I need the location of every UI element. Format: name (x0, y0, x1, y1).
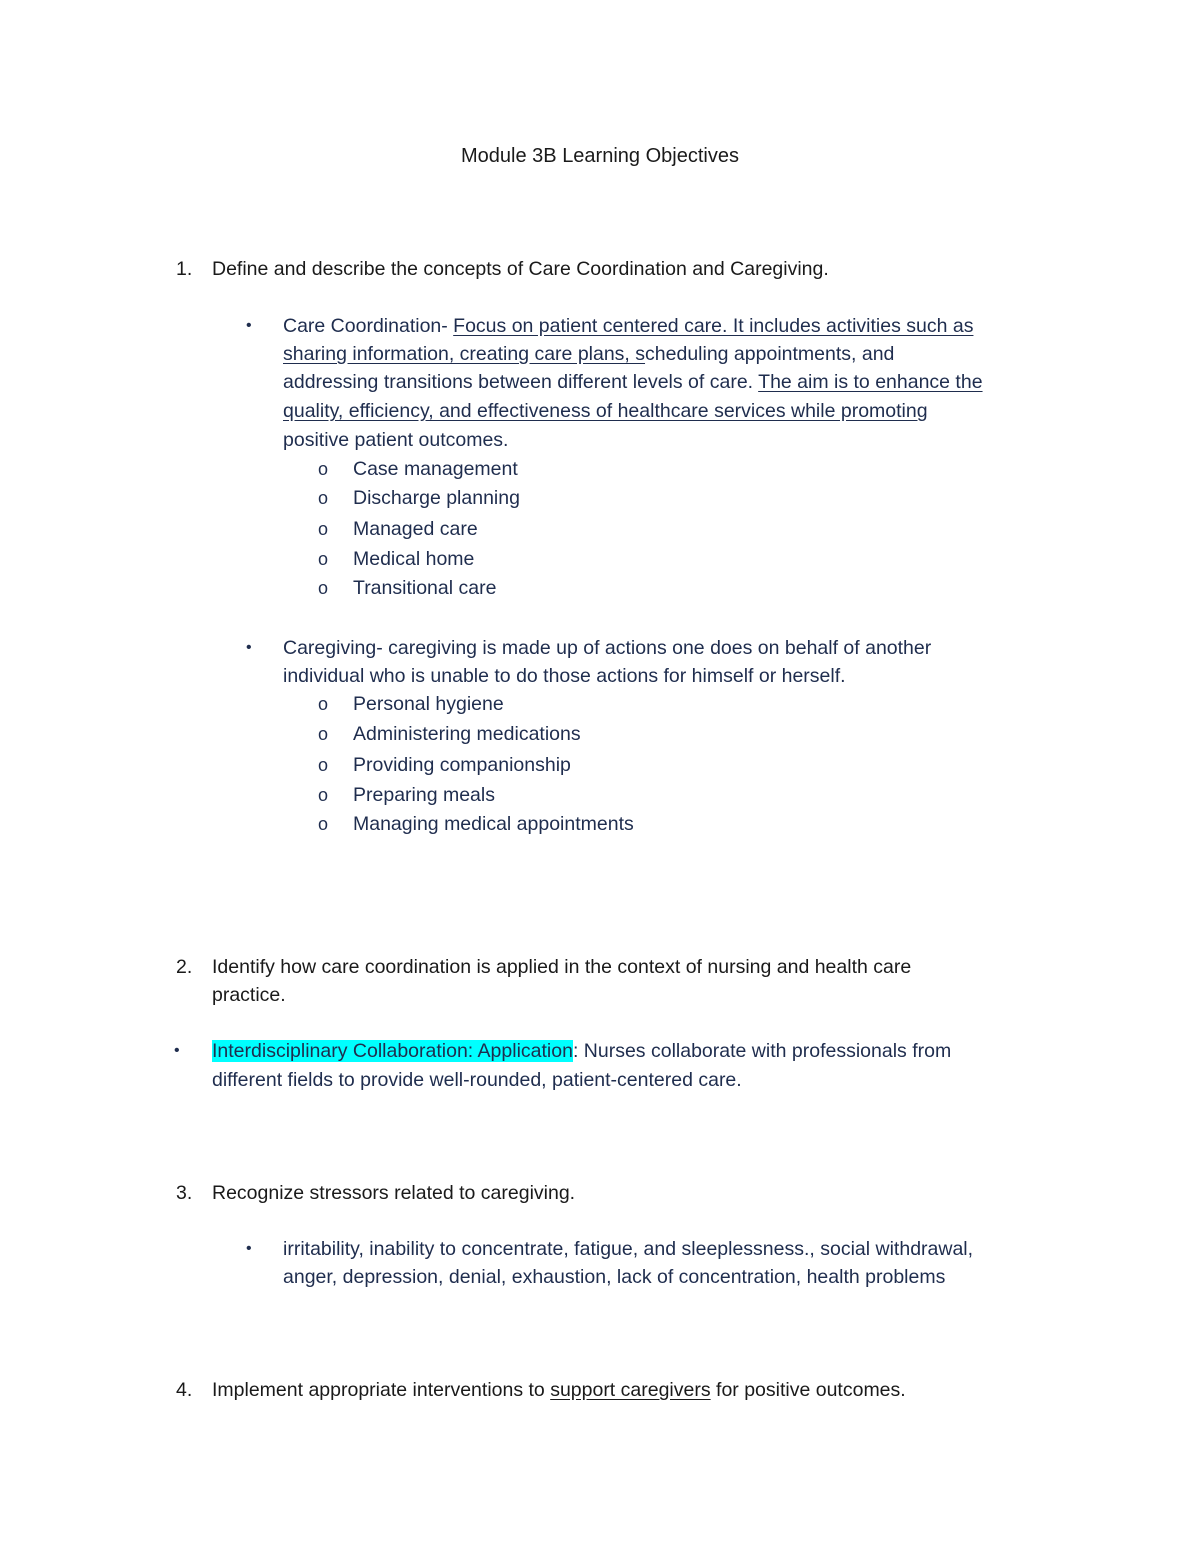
list-item: Providing companionship (353, 754, 571, 776)
circle-bullet-icon: o (318, 519, 329, 539)
circle-bullet-icon: o (318, 724, 329, 744)
care-coordination-underline-3: The aim is to enhance the (758, 371, 983, 393)
section-1-number: 1. (176, 258, 193, 280)
circle-bullet-icon: o (318, 814, 329, 834)
care-coordination-underline-1: Focus on patient centered care. It includes activities such as (453, 315, 974, 337)
care-coordination-line-5: positive patient outcomes. (283, 429, 509, 451)
section-4-underlined: support caregivers (550, 1379, 711, 1401)
caregiving-line-2: individual who is unable to do those actions for himself or herself. (283, 665, 846, 687)
care-coordination-line-1 (283, 312, 973, 340)
care-coordination-plain-3: addressing transitions between different levels of care. (283, 371, 759, 393)
section-2-heading-line-2: practice. (212, 984, 286, 1006)
circle-bullet-icon: o (318, 488, 329, 508)
care-coordination-line-2 (283, 340, 894, 368)
section-2-heading-line-1: Identify how care coordination is applied in the context of nursing and health care (212, 956, 912, 978)
circle-bullet-icon: o (318, 785, 329, 805)
stressors-line-2: anger, depression, denial, exhaustion, lack of concentration, health problems (283, 1266, 946, 1288)
care-coordination-line-4: quality, efficiency, and effectiveness of healthcare services while promoting (283, 400, 928, 422)
stressors-line-1: irritability, inability to concentrate, fatigue, and sleeplessness., social withdrawal, (283, 1238, 974, 1260)
list-item: Personal hygiene (353, 693, 504, 715)
section-4-pre: Implement appropriate interventions to (212, 1379, 551, 1401)
page-title: Module 3B Learning Objectives (461, 145, 739, 167)
bullet-icon: • (246, 1240, 252, 1257)
list-item: Discharge planning (353, 487, 520, 509)
list-item: Administering medications (353, 723, 581, 745)
section-2-number: 2. (176, 956, 193, 978)
list-item: Managed care (353, 518, 478, 540)
bullet-icon: • (246, 639, 252, 656)
care-coordination-lead: Care Coordination- (283, 315, 454, 337)
circle-bullet-icon: o (318, 549, 329, 569)
care-coordination-plain-2: cheduling appointments, and (645, 343, 895, 365)
bullet-icon: • (246, 317, 252, 334)
section-3-number: 3. (176, 1182, 193, 1204)
list-item: Medical home (353, 548, 475, 570)
caregiving-line-1: Caregiving- caregiving is made up of actions one does on behalf of another (283, 637, 932, 659)
section-3-heading: Recognize stressors related to caregiving. (212, 1182, 576, 1204)
list-item: Managing medical appointments (353, 813, 634, 835)
section-1-heading: Define and describe the concepts of Care Coordination and Caregiving. (212, 258, 829, 280)
collaboration-rest-1: : Nurses collaborate with professionals from (572, 1040, 952, 1062)
circle-bullet-icon: o (318, 755, 329, 775)
collaboration-line-2: different fields to provide well-rounded, patient-centered care. (212, 1069, 742, 1091)
circle-bullet-icon: o (318, 578, 329, 598)
list-item: Case management (353, 458, 518, 480)
collaboration-line-1 (212, 1037, 951, 1065)
care-coordination-underline-2: sharing information, creating care plans, s (283, 343, 646, 365)
circle-bullet-icon: o (318, 459, 329, 479)
section-4-heading (212, 1376, 906, 1404)
circle-bullet-icon: o (318, 694, 329, 714)
section-4-number: 4. (176, 1379, 193, 1401)
care-coordination-line-3 (283, 368, 983, 396)
list-item: Preparing meals (353, 784, 495, 806)
highlighted-term: Interdisciplinary Collaboration: Application (212, 1040, 573, 1062)
bullet-icon: • (174, 1042, 180, 1059)
section-4-post: for positive outcomes. (710, 1379, 906, 1401)
list-item: Transitional care (353, 577, 497, 599)
